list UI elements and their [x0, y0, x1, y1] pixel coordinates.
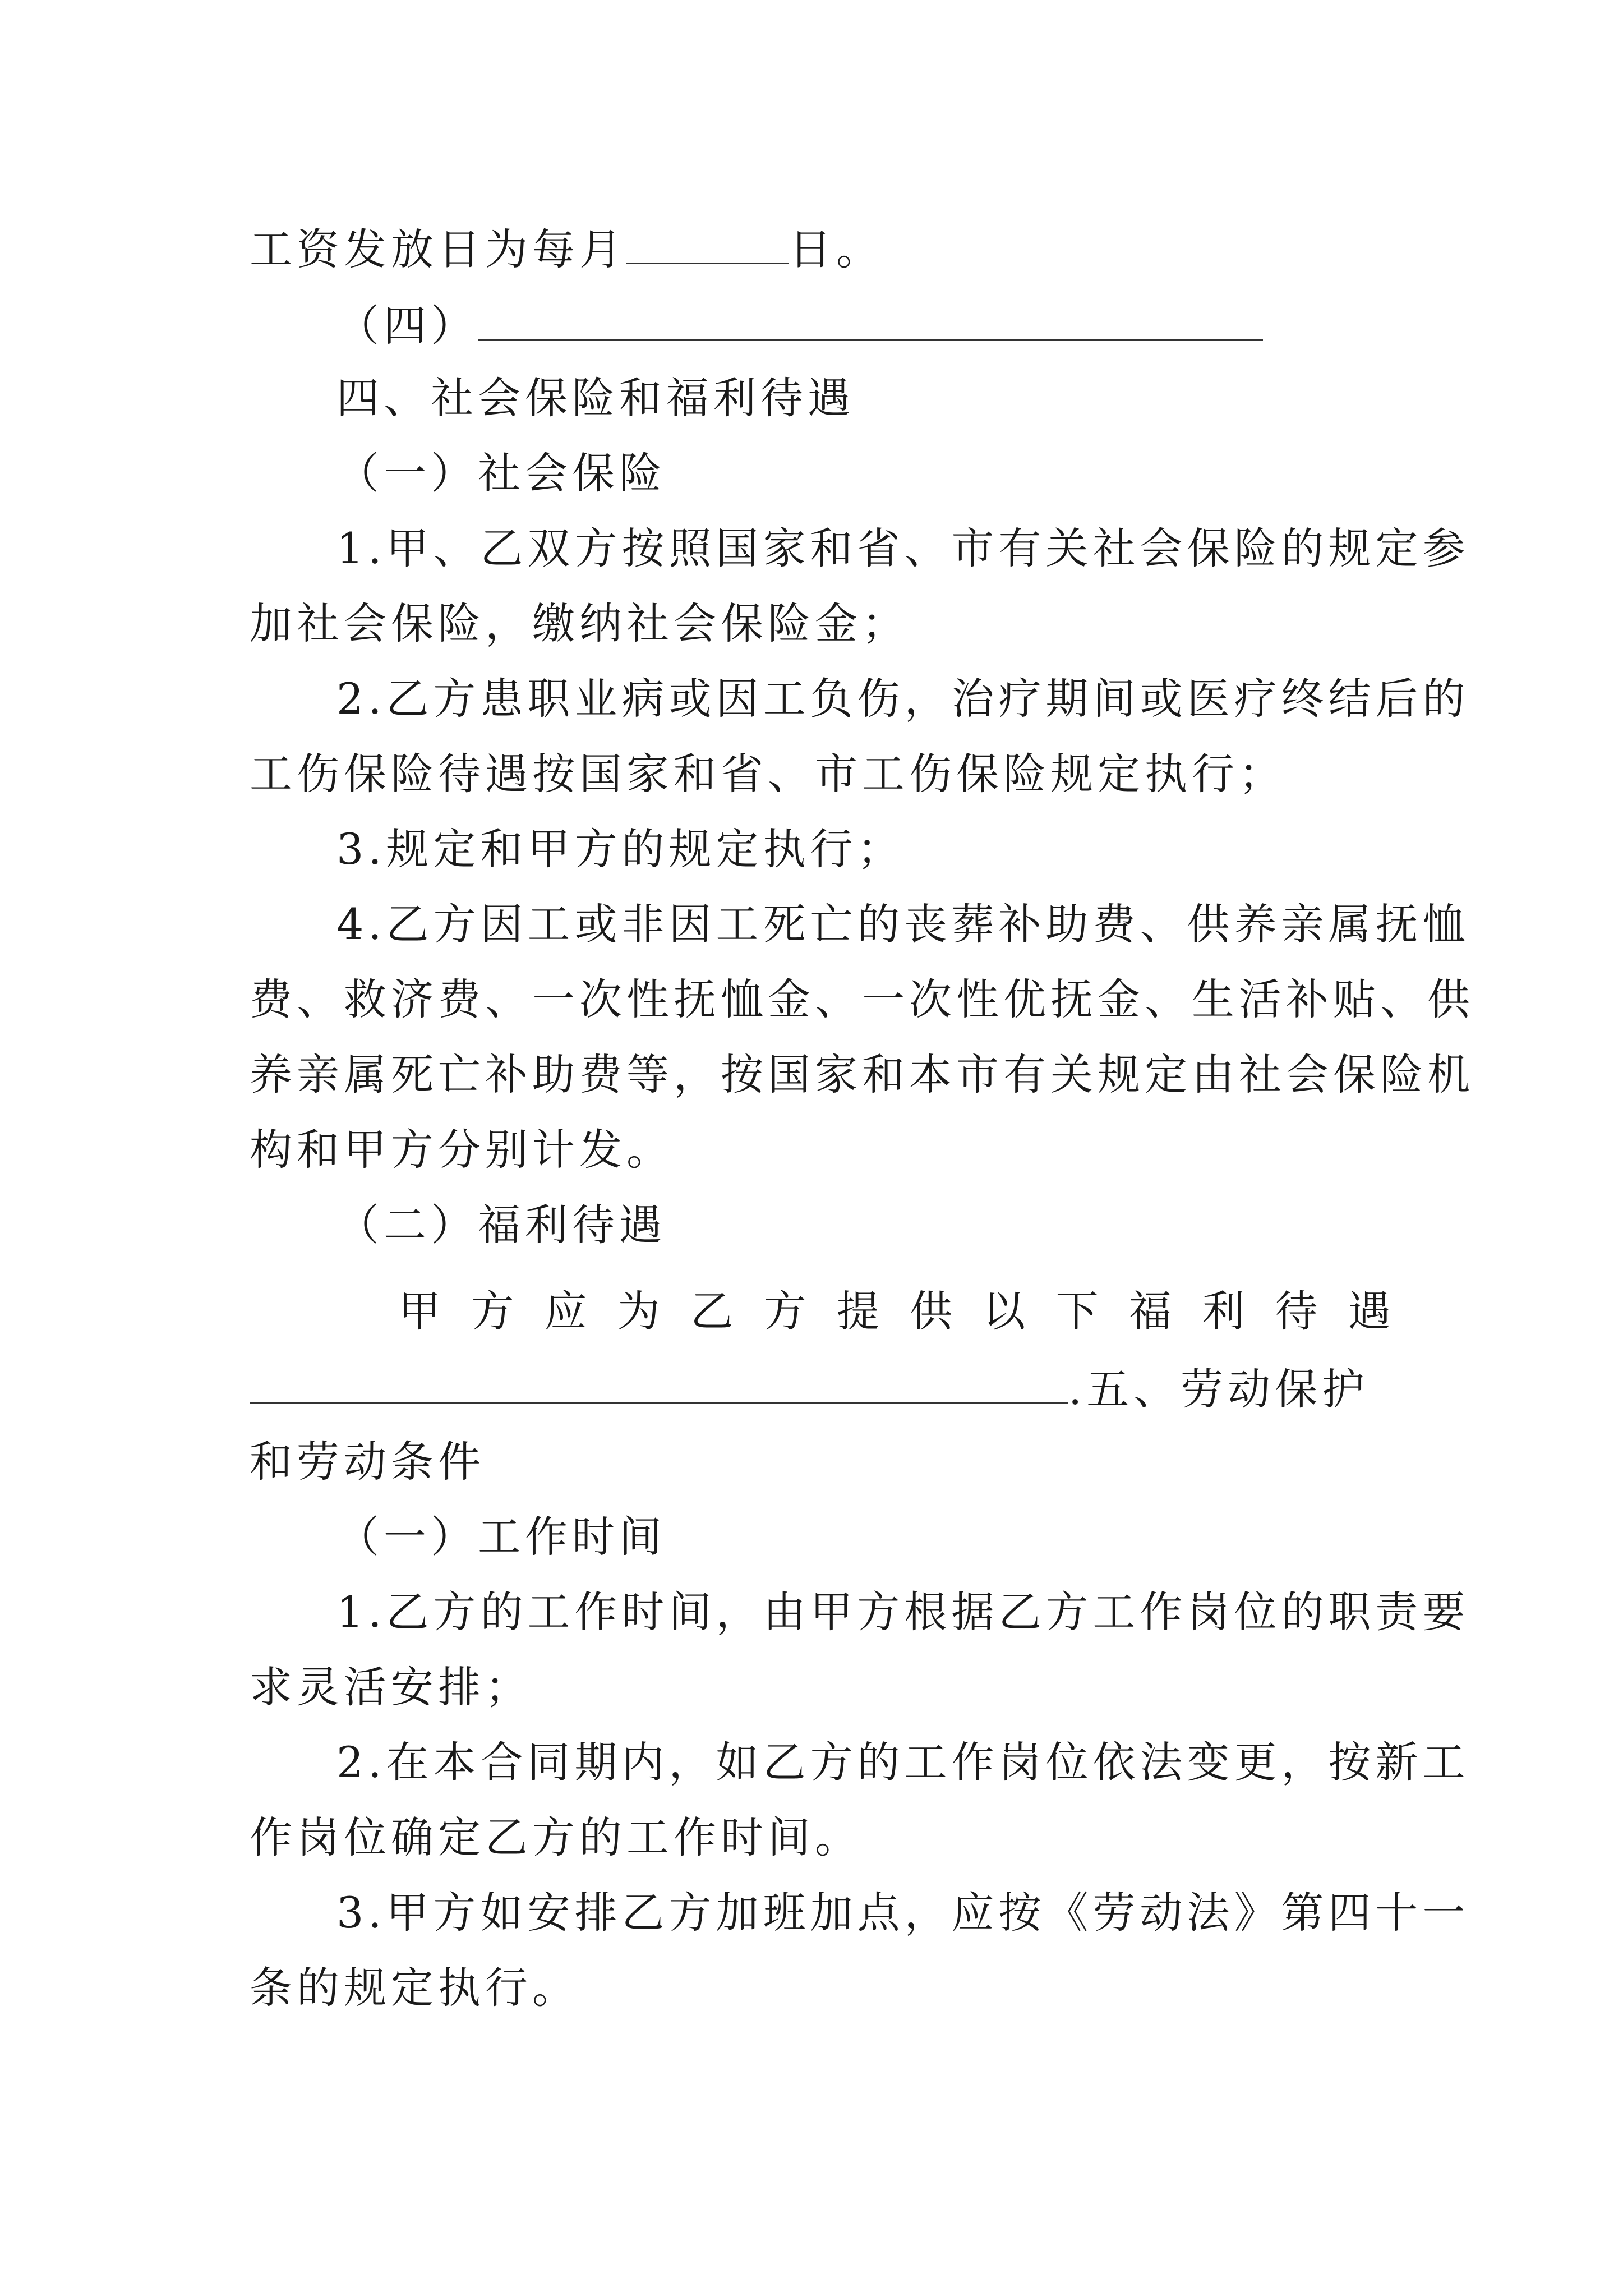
paragraph-line: 2.在本合同期内，如乙方的工作岗位依法变更，按新工: [336, 1737, 1470, 1787]
welfare-character: 应: [544, 1286, 587, 1336]
welfare-blank: [250, 1359, 1068, 1404]
clause-four-label: （四）: [336, 301, 478, 351]
welfare-character: 以: [983, 1286, 1026, 1336]
paragraph-line: 养亲属死亡补助费等，按国家和本市有关规定由社会保险机: [250, 1050, 1474, 1099]
paragraph-line: 条的规定执行。: [250, 1963, 579, 2013]
paragraph-line: 1.乙方的工作时间，由甲方根据乙方工作岗位的职责要: [336, 1587, 1470, 1637]
paragraph-line: 3.规定和甲方的规定执行；: [336, 824, 905, 874]
paragraph-line: 3.甲方如安排乙方加班加点，应按《劳动法》第四十一: [336, 1888, 1470, 1938]
paragraph-line: 2.乙方患职业病或因工负伤，治疗期间或医疗终结后的: [336, 674, 1470, 724]
welfare-character: 福: [1128, 1286, 1172, 1336]
paragraph-line: 求灵活安排；: [250, 1662, 532, 1712]
payday-blank: [626, 219, 789, 264]
paragraph-line: 1.甲、乙双方按照国家和省、市有关社会保险的规定参: [336, 523, 1470, 573]
paragraph-line: 作岗位确定乙方的工作时间。: [250, 1812, 862, 1862]
section-heading-insurance: 四、社会保险和福利待遇: [336, 373, 855, 423]
welfare-character: 提: [836, 1286, 879, 1336]
paragraph-line: 加社会保险，缴纳社会保险金；: [250, 599, 909, 648]
welfare-character: 甲: [398, 1286, 441, 1336]
paragraph-line: 费、救济费、一次性抚恤金、一次性优抚金、生活补贴、供: [250, 974, 1474, 1024]
welfare-character: 待: [1275, 1286, 1318, 1336]
welfare-character: 下: [1055, 1286, 1099, 1336]
section-five-heading-end: 和劳动条件: [250, 1437, 485, 1487]
paragraph-line: 4.乙方因工或非因工死亡的丧葬补助费、供养亲属抚恤: [336, 899, 1470, 949]
welfare-character: 方: [471, 1286, 514, 1336]
subheading-working-hours: （一）工作时间: [336, 1512, 666, 1562]
welfare-character: 为: [617, 1286, 660, 1336]
clause-four-blank: [478, 295, 1263, 341]
welfare-character: 遇: [1348, 1286, 1391, 1336]
clause-four-line: [336, 295, 1391, 351]
paragraph-line: 构和甲方分别计发。: [250, 1125, 674, 1175]
welfare-character: 利: [1202, 1286, 1245, 1336]
wage-payday-prefix: 工资发放日为每月: [250, 224, 626, 274]
subheading-social-insurance: （一）社会保险: [336, 448, 666, 498]
section-five-heading-start: .五、劳动保护: [1068, 1364, 1370, 1414]
wage-payday-suffix: 日。: [789, 224, 883, 274]
welfare-line: [398, 1283, 1391, 1340]
wage-payday-line: [250, 219, 1391, 275]
welfare-character: 供: [910, 1286, 953, 1336]
paragraph-line: 工伤保险待遇按国家和省、市工伤保险规定执行；: [250, 749, 1286, 799]
welfare-character: 乙: [690, 1286, 734, 1336]
subheading-welfare: （二）福利待遇: [336, 1200, 666, 1250]
welfare-blank-line: [250, 1359, 1391, 1415]
welfare-character: 方: [763, 1286, 806, 1336]
